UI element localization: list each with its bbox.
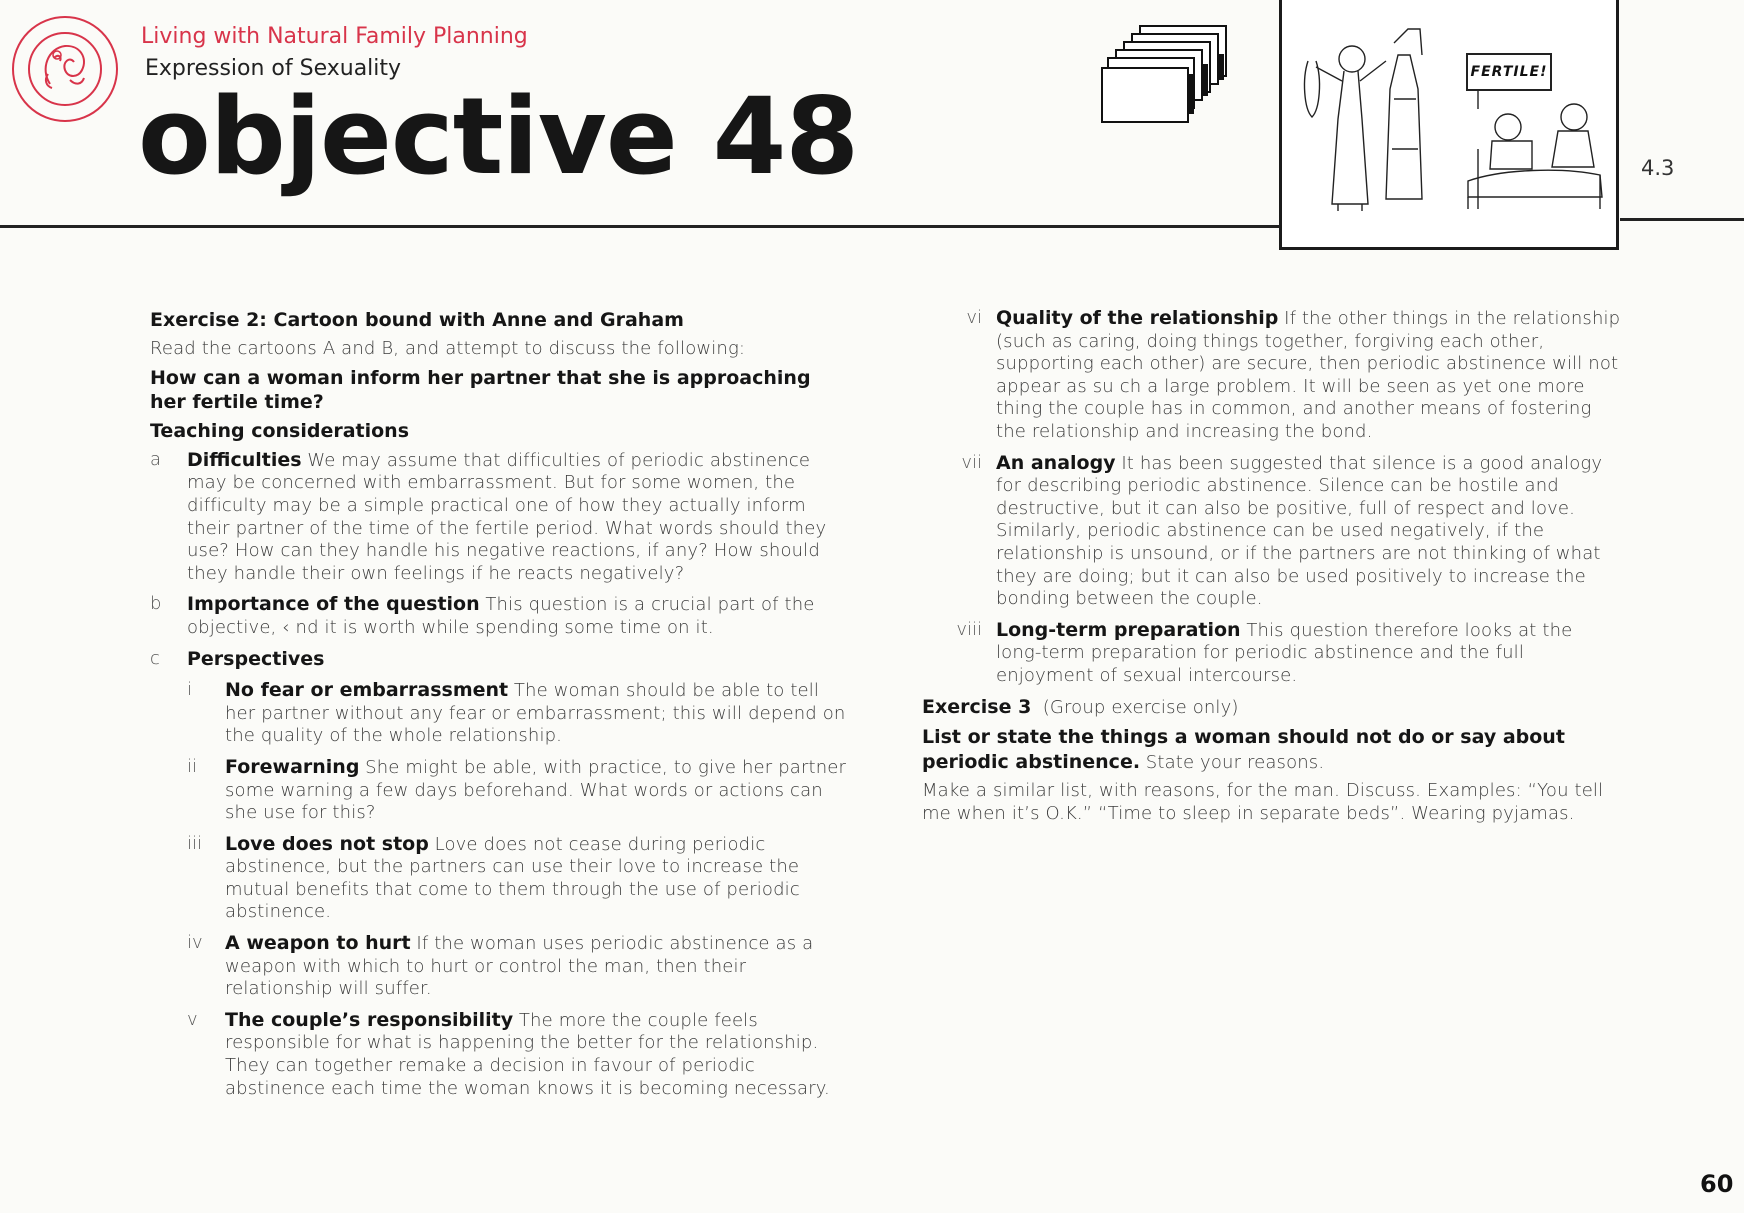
item-label: ii [187,755,198,777]
exercise-3-question [922,725,1622,774]
item-label: a [150,448,162,470]
item-lead: Difficulties [187,448,302,471]
cartoon-illustration [1282,0,1616,247]
exercise-3-heading [922,696,1622,720]
item-lead: Quality of the relationship [996,307,1279,329]
header-rule-right [1620,218,1744,221]
item-text: Love does not cease during periodic abstinence, but the partners can use their love to increase the mutual benefits that come to them through the use of periodic abstinence. [225,833,800,923]
card-stack-icon [1100,24,1260,124]
exercise-2-question: How can a woman inform her partner that she is approaching her fertile time? [150,367,811,414]
item-text: The more the couple feels responsible for what is happening the better for the relationship. They can together remake a decision in favour of periodic abstinence each time the woman knows it is becoming necessary. [225,1009,830,1099]
cartoon-panel [1279,0,1619,250]
perspective-item [966,307,1622,444]
item-text: We may assume that difficulties of periodic abstinence may be concerned with embarrassment. But for some women, the difficulty may be a simple practical one of how they actually inform their partner of the time of the fertile period. What words should they use? How can they handle his negative reactions, if any? How should they handle their own feelings if he reacts negatively? [187,449,827,584]
fertile-sign: FERTILE! [1466,53,1552,91]
item-label: b [150,593,162,615]
exercise-3-title: Exercise 3 [922,695,1032,718]
perspective-item [187,755,850,825]
item-label: iv [187,932,203,954]
item-lead: Forewarning [225,755,360,778]
item-text: This question is a crucial part of the objective, ‹ nd it is worth while spending some time on it. [187,594,815,638]
teaching-considerations-heading: Teaching considerations [150,420,410,443]
perspective-item [187,932,850,1001]
emblem-icon [10,14,120,124]
item-lead: Long-term preparation [996,618,1241,641]
exercise-3-similar: Make a similar list, with reasons, for the man. Discuss. Examples: “You tell me when it’s O.K.” “Time to sleep in separate beds”. Wearing pyjamas. [922,780,1604,824]
series-title: Living with Natural Family Planning [141,24,528,49]
header-rule [0,225,1280,228]
item-text: This question therefore looks at the long-term preparation for periodic abstinence and the full enjoyment of sexual intercourse. [996,619,1573,686]
item-label: c [150,647,160,669]
exercise-3-note: (Group exercise only) [1042,696,1239,718]
item-label: vii [961,451,982,473]
item-text: The woman should be able to tell her partner without any fear or embarrassment; this will depend on the quality of the whole relationship. [225,680,846,747]
item-label: viii [956,618,982,640]
left-column [150,309,850,1108]
item-lead: The couple’s responsibility [225,1008,514,1031]
consideration-item [150,647,850,672]
section-title: Expression of Sexuality [145,56,402,81]
right-column [922,307,1622,825]
item-lead: Love does not stop [225,832,429,855]
item-lead: An analogy [996,451,1116,474]
item-text: She might be able, with practice, to give her partner some warning a few days beforehand. What words or actions can she use for this? [225,756,847,824]
perspective-item [187,832,850,924]
item-lead: A weapon to hurt [225,932,411,955]
reference-number: 4.3 [1641,156,1675,180]
item-text: It has been suggested that silence is a good analogy for describing periodic abstinence. Silence can be hostile and destructive, but it can also be positive, full of respect and love. Similarly, periodic abstinence can be used negatively, if the relationship is unsound, or if the partners are not thinking of what they are doing; but it can also be used positively to increase the bonding between the couple. [996,452,1603,610]
list-reasons: State your reasons. [1145,751,1325,773]
item-label: v [187,1008,198,1030]
perspective-item [187,679,850,748]
perspective-item [956,618,1622,688]
item-lead: Perspectives [187,647,325,670]
item-text: If the woman uses periodic abstinence as a weapon with which to hurt or control the man, then their relationship will suffer. [225,933,814,1000]
item-lead: No fear or embarrassment [225,679,509,702]
exercise-2-instruction: Read the cartoons A and B, and attempt to discuss the following: [150,337,746,359]
perspective-item [961,451,1622,611]
item-lead: Importance of the question [187,593,480,616]
item-label: i [187,679,193,701]
page-title: objective 48 [138,75,859,198]
page-number: 60 [1700,1170,1734,1198]
item-label: iii [187,832,203,854]
list-question: List or state the things a woman should not do or say about periodic abstinence. [922,726,1565,773]
item-label: vi [966,307,982,328]
item-text: If the other things in the relationship (such as caring, doing things together, forgiving each other, supporting each other) are secure, then periodic abstinence will not appear as su ch a large problem. It will be seen as yet one more thing the couple has in common, and another means of fostering the relationship and increasing the bond. [996,308,1621,442]
consideration-item [150,593,850,639]
exercise-2-title: Exercise 2: Cartoon bound with Anne and Graham [150,309,684,331]
perspective-item [187,1008,850,1100]
consideration-item [150,448,850,586]
